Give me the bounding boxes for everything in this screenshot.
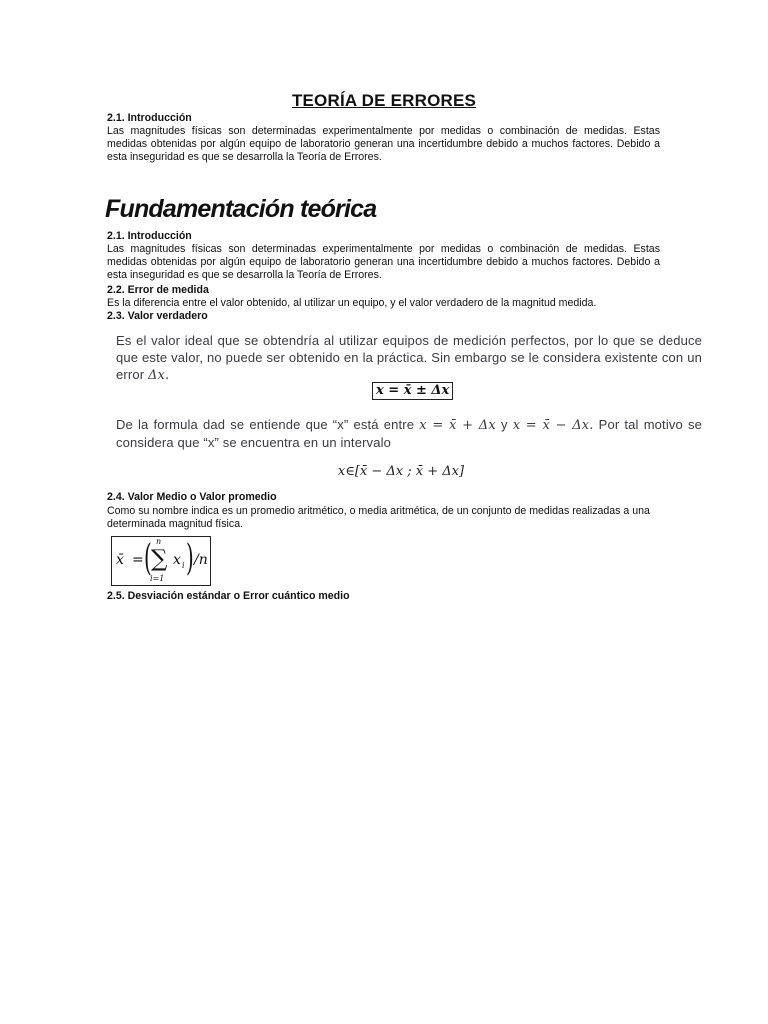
scan-eq-a: x = x̄ + Δx (419, 418, 496, 433)
error-medida-heading: 2.2. Error de medida (107, 284, 209, 296)
formula-upper-limit: n (156, 537, 162, 546)
formula-sigma: ∑ (151, 546, 168, 572)
boxed-equation: x = x̄ ± Δx (372, 382, 453, 400)
scan-eq-b: x = x̄ − Δx. (512, 418, 594, 433)
valor-medio-paragraph: Como su nombre indica es un promedio aritmético, o media aritmética, de un conjunto de medidas realizadas a una determinada magnitud física. (107, 505, 650, 531)
scan-text-1: Es el valor ideal que se obtendría al utilizar equipos de medición perfectos, por lo que se deduce que este valor, no puede ser obtenido en la práctica. Sin embargo se le considera existente con un error (116, 333, 702, 382)
scan-delta-x: Δx. (147, 368, 170, 383)
formula-term: x (173, 552, 181, 568)
valor-verdadero-heading: 2.3. Valor verdadero (107, 310, 208, 322)
formula-left-paren: ( (144, 538, 152, 579)
intro2-paragraph: Las magnitudes físicas son determinadas experimentalmente por medidas o combinación de medidas. Estas medidas obtenidas por algún equipo de laboratorio generan una incertidumbre debido a muchos factores. Debido a esta inseguridad es que se desarrolla la Teoría de Errores. (107, 243, 660, 282)
formula-right-paren: ) (186, 538, 194, 579)
formula-subscript: i (182, 561, 185, 570)
scan-text-2b: y (500, 417, 508, 432)
intro2-heading: 2.1. Introducción (107, 230, 192, 242)
scan-text-2a: De la formula dad se entiende que “x” está entre (116, 417, 415, 432)
desviacion-heading: 2.5. Desviación estándar o Error cuántico medio (107, 590, 350, 602)
formula-explanation-paragraph (116, 416, 702, 451)
intro-paragraph: Las magnitudes físicas son determinadas experimentalmente por medidas o combinación de medidas. Estas medidas obtenidas por algún equipo de laboratorio generan una incertidumbre debido a muchos factores. Debido a esta inseguridad es que se desarrolla la Teoría de Errores. (107, 125, 660, 164)
formula-lower-limit: i=1 (150, 574, 165, 583)
section-title: Fundamentación teórica (105, 195, 377, 223)
document-title: TEORÍA DE ERRORES (291, 91, 477, 110)
formula-equals: = (132, 552, 144, 568)
scan-text-2c: Por tal motivo se considera que “x” se encuentra en un intervalo (116, 417, 703, 450)
formula-lhs: x̄ (116, 552, 124, 568)
formula-divisor: /n (194, 552, 208, 568)
valor-medio-heading: 2.4. Valor Medio o Valor promedio (107, 491, 277, 503)
intro-heading: 2.1. Introducción (107, 112, 192, 124)
mean-formula-box (111, 536, 211, 586)
error-medida-paragraph: Es la diferencia entre el valor obtenido, al utilizar un equipo, y el valor verdadero de la magnitud medida. (107, 297, 597, 309)
valor-verdadero-scan-paragraph (116, 332, 702, 384)
interval-expression: x∈[x̄ − Δx ; x̄ + Δx] (337, 464, 465, 479)
